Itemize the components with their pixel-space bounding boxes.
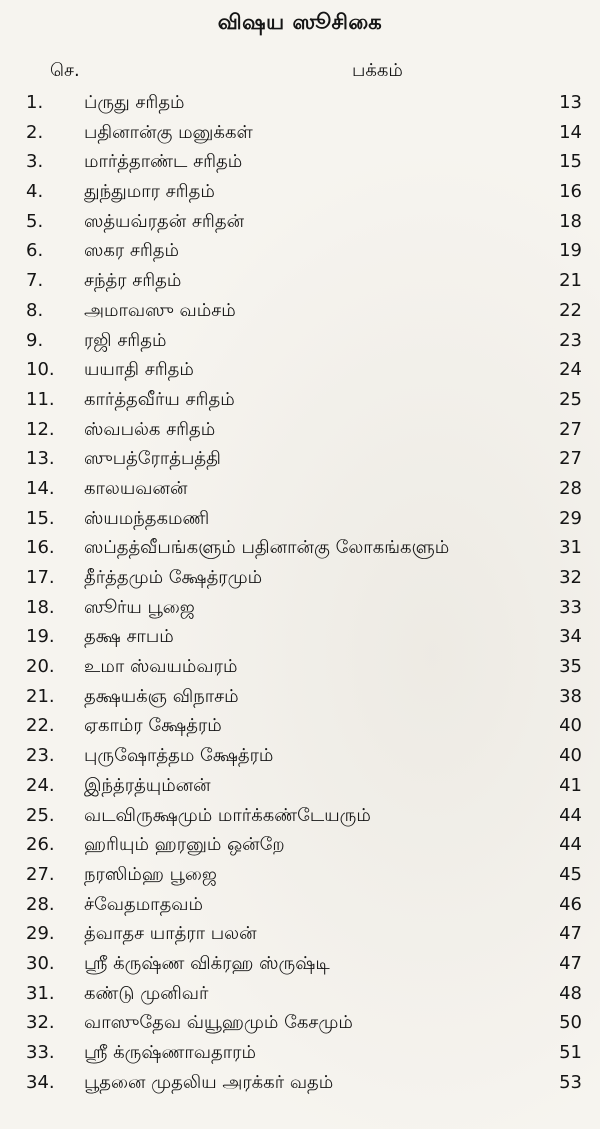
entry-page-number: 53	[559, 1071, 582, 1093]
entry-page-number: 35	[559, 656, 582, 678]
entry-number: 9.	[26, 329, 44, 351]
entry-number: 29.	[26, 923, 55, 945]
entry-page-number: 29	[559, 507, 582, 529]
entry-page-number: 47	[559, 923, 582, 945]
entry-title: மார்த்தாண்ட சரிதம்	[84, 151, 243, 173]
toc-entry	[0, 622, 600, 652]
entry-number: 1.	[26, 92, 44, 113]
entry-page-number: 44	[559, 804, 582, 826]
toc-entry	[0, 652, 600, 682]
entry-page-number: 14	[559, 121, 582, 143]
entry-number: 34.	[26, 1071, 55, 1093]
entry-number: 28.	[26, 893, 55, 915]
toc-entry	[0, 1008, 600, 1038]
entry-page-number: 25	[559, 388, 582, 410]
toc-entry	[0, 1068, 600, 1098]
entry-title: ஸத்யவ்ரதன் சரிதன்	[84, 210, 245, 232]
entry-number: 4.	[26, 181, 44, 203]
entry-title: ஸூர்ய பூஜை	[84, 596, 195, 618]
entry-page-number: 40	[559, 715, 582, 737]
entry-number: 27.	[26, 863, 55, 885]
entry-title: ஸ்ரீ க்ருஷ்ண விக்ரஹ ஸ்ருஷ்டி	[84, 952, 330, 974]
entry-page-number: 51	[559, 1042, 582, 1063]
entry-number: 30.	[26, 952, 55, 974]
toc-entry	[0, 296, 600, 326]
entry-title: தீர்த்தமும் க்ஷேத்ரமும்	[84, 567, 263, 588]
toc-entry	[0, 533, 600, 563]
toc-entry	[0, 266, 600, 296]
entry-title: வாஸுதேவ வ்யூஹமும் கேசமும்	[84, 1012, 353, 1034]
entry-title: ஸப்தத்வீபங்களும் பதினான்கு லோகங்களும்	[84, 537, 450, 559]
entry-title: உமா ஸ்வயம்வரம்	[84, 656, 238, 678]
toc-entry	[0, 118, 600, 148]
page-title: விஷய ஸூசிகை	[217, 10, 383, 34]
entry-page-number: 16	[559, 181, 582, 203]
entry-title: ப்ருது சரிதம்	[84, 92, 185, 113]
toc-entry	[0, 88, 600, 118]
entry-number: 18.	[26, 596, 55, 618]
entry-number: 19.	[26, 626, 55, 648]
toc-entry	[0, 504, 600, 534]
toc-entry	[0, 593, 600, 623]
entry-page-number: 41	[559, 774, 582, 796]
entry-title: துந்துமார சரிதம்	[84, 181, 215, 203]
entry-number: 7.	[26, 270, 44, 292]
entry-number: 14.	[26, 477, 55, 499]
entry-page-number: 50	[559, 1012, 582, 1034]
entry-number: 21.	[26, 685, 55, 707]
toc-entry	[0, 474, 600, 504]
entry-title: வடவிருக்ஷமும் மார்க்கண்டேயரும்	[84, 804, 371, 826]
entry-number: 8.	[26, 299, 44, 321]
entry-number: 2.	[26, 121, 44, 143]
entry-number: 12.	[26, 418, 55, 440]
entry-title: ஸுபத்ரோத்பத்தி	[84, 448, 221, 470]
entry-page-number: 47	[559, 952, 582, 974]
entry-title: ரஜி சரிதம்	[84, 329, 167, 351]
entry-page-number: 15	[559, 151, 582, 173]
toc-entry	[0, 563, 600, 593]
entry-number: 15.	[26, 507, 55, 529]
entry-number: 32.	[26, 1012, 55, 1034]
entry-page-number: 13	[559, 92, 582, 113]
toc-entry	[0, 147, 600, 177]
entry-number: 3.	[26, 151, 44, 173]
toc-entry	[0, 1038, 600, 1068]
entry-page-number: 38	[559, 685, 582, 707]
entry-title: காலயவனன்	[84, 477, 188, 499]
entry-page-number: 33	[559, 596, 582, 618]
entry-title: ச்வேதமாதவம்	[84, 893, 204, 915]
entry-title: ஸ்யமந்தகமணி	[84, 507, 210, 529]
serial-column-header: செ.	[50, 60, 80, 81]
entry-number: 11.	[26, 388, 55, 410]
toc-entry	[0, 801, 600, 831]
entry-title: த்வாதச யாத்ரா பலன்	[84, 923, 257, 945]
entry-page-number: 32	[559, 567, 582, 588]
toc-entry	[0, 741, 600, 771]
entry-title: ஸகர சரிதம்	[84, 240, 180, 262]
entry-title: ஏகாம்ர க்ஷேத்ரம்	[84, 715, 222, 737]
entry-number: 20.	[26, 656, 55, 678]
entry-title: தக்ஷ சாபம்	[84, 626, 174, 648]
toc-entry	[0, 890, 600, 920]
entry-number: 5.	[26, 210, 44, 232]
toc-entry	[0, 355, 600, 385]
entry-page-number: 40	[559, 745, 582, 767]
entry-page-number: 46	[559, 893, 582, 915]
toc-entry	[0, 919, 600, 949]
entry-page-number: 45	[559, 863, 582, 885]
entry-title: ஹரியும் ஹரனும் ஒன்றே	[84, 834, 285, 856]
entry-number: 31.	[26, 982, 55, 1004]
entry-page-number: 23	[559, 329, 582, 351]
entry-title: ஸ்ரீ க்ருஷ்ணாவதாரம்	[84, 1042, 256, 1063]
entry-number: 22.	[26, 715, 55, 737]
entry-page-number: 19	[559, 240, 582, 262]
toc-entry	[0, 949, 600, 979]
entry-title: தக்ஷயக்ஞ விநாசம்	[84, 685, 239, 707]
toc-entry	[0, 771, 600, 801]
entry-page-number: 24	[559, 359, 582, 381]
entry-page-number: 18	[559, 210, 582, 232]
toc-entry	[0, 207, 600, 237]
entry-number: 13.	[26, 448, 55, 470]
toc-entry	[0, 979, 600, 1009]
entry-title: சந்த்ர சரிதம்	[84, 270, 182, 292]
toc-entry	[0, 444, 600, 474]
entry-title: கார்த்தவீர்ய சரிதம்	[84, 388, 235, 410]
entry-title: அமாவஸு வம்சம்	[84, 299, 236, 321]
entry-title: கண்டு முனிவர்	[84, 982, 209, 1004]
entry-number: 33.	[26, 1042, 55, 1063]
entry-number: 26.	[26, 834, 55, 856]
toc-entry	[0, 682, 600, 712]
entry-number: 6.	[26, 240, 44, 262]
entry-page-number: 34	[559, 626, 582, 648]
toc-entry	[0, 236, 600, 266]
toc-entry	[0, 326, 600, 356]
entry-number: 23.	[26, 745, 55, 767]
entry-page-number: 21	[559, 270, 582, 292]
toc-entry	[0, 860, 600, 890]
toc-entry	[0, 830, 600, 860]
entry-page-number: 28	[559, 477, 582, 499]
entry-number: 24.	[26, 774, 55, 796]
entry-title: இந்த்ரத்யும்னன்	[84, 774, 211, 796]
entry-number: 25.	[26, 804, 55, 826]
entry-title: பதினான்கு மனுக்கள்	[84, 121, 253, 143]
entry-page-number: 31	[559, 537, 582, 559]
entry-page-number: 44	[559, 834, 582, 856]
entry-page-number: 22	[559, 299, 582, 321]
entry-number: 10.	[26, 359, 55, 381]
entry-page-number: 27	[559, 448, 582, 470]
table-of-contents	[0, 88, 600, 1097]
page-column-header: பக்கம்	[352, 60, 403, 81]
entry-number: 17.	[26, 567, 55, 588]
toc-entry	[0, 385, 600, 415]
toc-entry	[0, 711, 600, 741]
entry-title: நரஸிம்ஹ பூஜை	[84, 863, 217, 885]
entry-title: ஸ்வபல்க சரிதம்	[84, 418, 216, 440]
entry-title: பூதனை முதலிய அரக்கர் வதம்	[84, 1071, 334, 1093]
toc-entry	[0, 177, 600, 207]
entry-page-number: 27	[559, 418, 582, 440]
toc-entry	[0, 415, 600, 445]
entry-number: 16.	[26, 537, 55, 559]
entry-title: யயாதி சரிதம்	[84, 359, 194, 381]
entry-title: புருஷோத்தம க்ஷேத்ரம்	[84, 745, 274, 767]
entry-page-number: 48	[559, 982, 582, 1004]
